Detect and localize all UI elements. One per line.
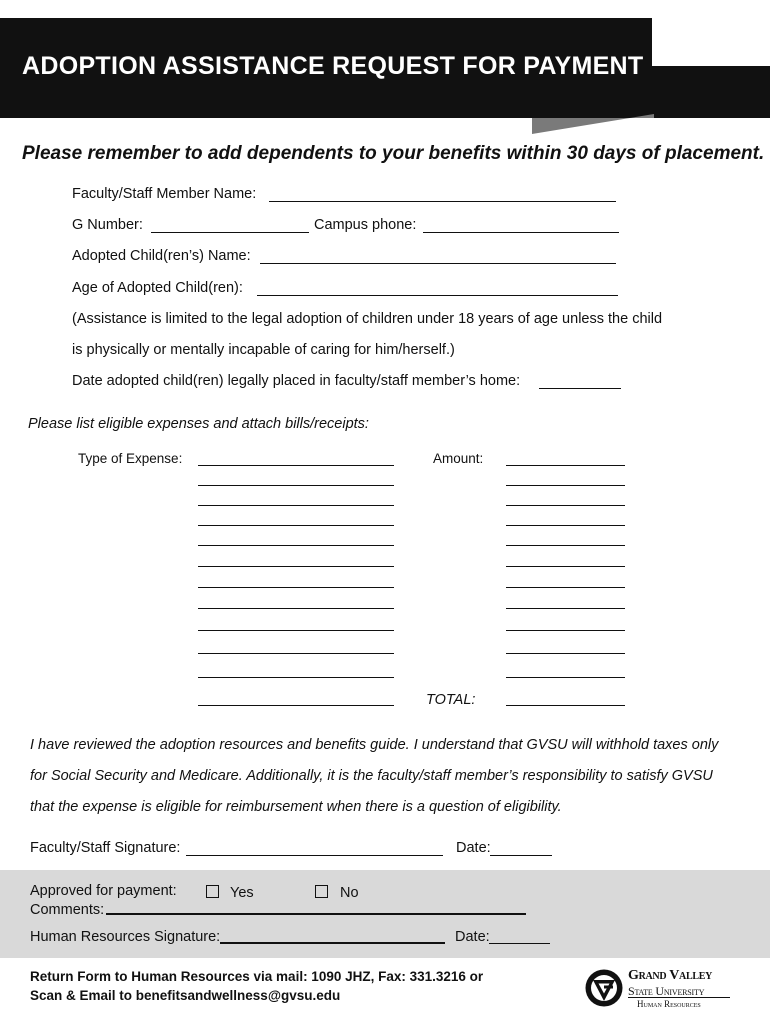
hr-signature-label: Human Resources Signature: [30, 929, 221, 945]
checkbox-yes[interactable] [206, 885, 219, 898]
comments-label: Comments: [30, 902, 105, 918]
expense-type-field[interactable] [198, 465, 394, 466]
g-number-label: G Number: [72, 217, 143, 233]
faculty-signature-field[interactable] [186, 855, 443, 856]
child-age-label: Age of Adopted Child(ren): [72, 280, 243, 296]
faculty-name-label: Faculty/Staff Member Name: [72, 186, 257, 202]
faculty-signature-label: Faculty/Staff Signature: [30, 840, 181, 856]
campus-phone-label: Campus phone: [314, 217, 417, 233]
expense-type-field[interactable] [198, 525, 394, 526]
expense-type-field[interactable] [198, 630, 394, 631]
amount-field[interactable] [506, 545, 625, 546]
logo-grand-valley: Grand Valley [628, 968, 712, 983]
expense-type-field[interactable] [198, 653, 394, 654]
yes-label: Yes [230, 885, 254, 901]
statement-line1: I have reviewed the adoption resources and benefits guide. I understand that GVSU will withhold taxes only [30, 737, 719, 753]
reminder-text: Please remember to add dependents to your benefits within 30 days of placement. [22, 143, 765, 164]
form-title: ADOPTION ASSISTANCE REQUEST FOR PAYMENT [22, 52, 644, 80]
expense-type-field[interactable] [198, 485, 394, 486]
expense-type-field[interactable] [198, 608, 394, 609]
amount-field[interactable] [506, 465, 625, 466]
no-label: No [340, 885, 359, 901]
return-instructions-line1: Return Form to Human Resources via mail: 1090 JHZ, Fax: 331.3216 or [30, 969, 484, 984]
g-number-field[interactable] [151, 232, 309, 233]
amount-field[interactable] [506, 653, 625, 654]
signature-date-label: Date: [456, 840, 491, 856]
checkbox-no[interactable] [315, 885, 328, 898]
eligibility-note-line1: (Assistance is limited to the legal adoption of children under 18 years of age unless the child [72, 311, 663, 327]
statement-line3: that the expense is eligible for reimbursement when there is a question of eligibility. [30, 799, 562, 815]
signature-date-field[interactable] [490, 855, 552, 856]
header-banner-extension [652, 66, 770, 118]
amount-field[interactable] [506, 630, 625, 631]
amount-field[interactable] [506, 587, 625, 588]
amount-field[interactable] [506, 608, 625, 609]
faculty-name-field[interactable] [269, 201, 616, 202]
placement-date-field[interactable] [539, 388, 621, 389]
total-label: TOTAL: [426, 692, 476, 708]
gvsu-logo-icon [584, 968, 624, 1008]
comments-field[interactable] [106, 913, 526, 915]
amount-field[interactable] [506, 677, 625, 678]
child-name-field[interactable] [260, 263, 616, 264]
expense-type-label: Type of Expense: [78, 451, 183, 466]
expense-type-field[interactable] [198, 566, 394, 567]
amount-field[interactable] [506, 505, 625, 506]
expense-type-field[interactable] [198, 705, 394, 706]
logo-divider [628, 997, 730, 998]
hr-date-field[interactable] [489, 943, 550, 944]
campus-phone-field[interactable] [423, 232, 619, 233]
expense-type-field[interactable] [198, 505, 394, 506]
hr-signature-field[interactable] [220, 942, 445, 944]
expenses-heading: Please list eligible expenses and attach bills/receipts: [28, 416, 369, 432]
expense-type-field[interactable] [198, 587, 394, 588]
total-amount-field[interactable] [506, 705, 625, 706]
return-instructions-line2: Scan & Email to benefitsandwellness@gvsu.edu [30, 988, 341, 1003]
logo-state-university: State University [628, 984, 705, 998]
hr-date-label: Date: [455, 929, 490, 945]
eligibility-note-line2: is physically or mentally incapable of caring for him/herself.) [72, 342, 455, 358]
expense-type-field[interactable] [198, 677, 394, 678]
logo-human-resources: Human Resources [637, 999, 701, 1009]
statement-line2: for Social Security and Medicare. Additionally, it is the faculty/staff member’s responsibility to satisfy GVSU [30, 768, 713, 784]
child-name-label: Adopted Child(ren’s) Name: [72, 248, 251, 264]
amount-field[interactable] [506, 525, 625, 526]
expense-type-field[interactable] [198, 545, 394, 546]
amount-label: Amount: [433, 451, 484, 466]
approved-for-payment-label: Approved for payment: [30, 883, 177, 899]
amount-field[interactable] [506, 485, 625, 486]
banner-wedge-decoration [532, 114, 654, 134]
placement-date-label: Date adopted child(ren) legally placed in faculty/staff member’s home: [72, 373, 521, 389]
amount-field[interactable] [506, 566, 625, 567]
child-age-field[interactable] [257, 295, 618, 296]
